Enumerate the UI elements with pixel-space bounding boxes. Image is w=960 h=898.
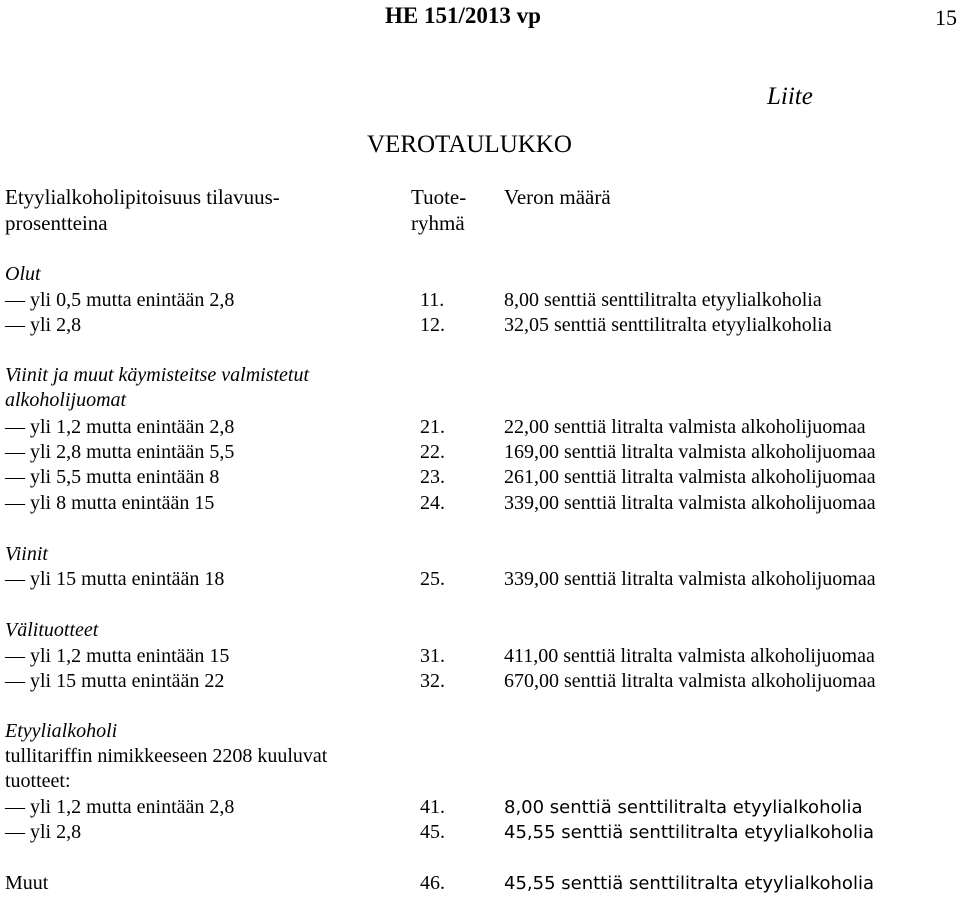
row-product-group: 23. bbox=[420, 466, 445, 488]
row-label: — yli 2,8 mutta enintään 5,5 bbox=[5, 441, 235, 463]
row-product-group: 21. bbox=[420, 416, 445, 438]
group-title: alkoholijuomat bbox=[5, 389, 127, 411]
page-number: 15 bbox=[935, 5, 957, 30]
row-label: — yli 1,2 mutta enintään 2,8 bbox=[5, 796, 235, 818]
row-label: — yli 8 mutta enintään 15 bbox=[5, 492, 215, 514]
row-product-group: 25. bbox=[420, 568, 445, 590]
row-rate: 8,00 senttiä senttilitralta etyylialkoholia bbox=[504, 289, 822, 311]
row-label: — yli 1,2 mutta enintään 2,8 bbox=[5, 416, 235, 438]
document-title: VEROTAULUKKO bbox=[367, 131, 572, 158]
row-rate: 45,55 senttiä senttilitralta etyylialkoholia bbox=[504, 822, 874, 843]
row-rate: 169,00 senttiä litralta valmista alkoholijuomaa bbox=[504, 441, 876, 463]
row-rate: 339,00 senttiä litralta valmista alkoholijuomaa bbox=[504, 492, 876, 514]
row-rate: 339,00 senttiä litralta valmista alkoholijuomaa bbox=[504, 568, 876, 590]
group-subtitle: tullitariffin nimikkeeseen 2208 kuuluvat bbox=[5, 745, 328, 767]
group-title: Etyylialkoholi bbox=[5, 720, 118, 742]
row-label: — yli 2,8 bbox=[5, 821, 82, 843]
row-rate: 45,55 senttiä senttilitralta etyylialkoholia bbox=[504, 873, 874, 894]
row-rate: 261,00 senttiä litralta valmista alkoholijuomaa bbox=[504, 466, 876, 488]
row-rate: 8,00 senttiä senttilitralta etyylialkoholia bbox=[504, 797, 863, 818]
row-rate: 22,00 senttiä litralta valmista alkoholijuomaa bbox=[504, 416, 866, 438]
column-header-line: ryhmä bbox=[411, 211, 465, 235]
column-header-tax-amount: Veron määrä bbox=[504, 185, 611, 209]
row-product-group: 45. bbox=[420, 821, 445, 843]
group-title: Olut bbox=[5, 263, 41, 285]
group-title: Välituotteet bbox=[5, 619, 99, 641]
group-subtitle: tuotteet: bbox=[5, 770, 71, 792]
row-product-group: 22. bbox=[420, 441, 445, 463]
row-rate: 411,00 senttiä litralta valmista alkoholijuomaa bbox=[504, 645, 875, 667]
row-label: — yli 0,5 mutta enintään 2,8 bbox=[5, 289, 235, 311]
row-product-group: 11. bbox=[420, 289, 445, 311]
row-product-group: 32. bbox=[420, 670, 445, 692]
row-label: — yli 15 mutta enintään 22 bbox=[5, 670, 225, 692]
appendix-label: Liite bbox=[767, 83, 813, 110]
row-label: — yli 1,2 mutta enintään 15 bbox=[5, 645, 230, 667]
row-label: — yli 5,5 mutta enintään 8 bbox=[5, 466, 220, 488]
group-title: Viinit ja muut käymisteitse valmistetut bbox=[5, 364, 310, 386]
column-header-line: prosentteina bbox=[5, 211, 108, 235]
document-header-title: HE 151/2013 vp bbox=[385, 3, 541, 28]
row-label: — yli 2,8 bbox=[5, 314, 82, 336]
column-header-line: Tuote- bbox=[411, 185, 467, 209]
group-title: Viinit bbox=[5, 543, 48, 565]
row-product-group: 24. bbox=[420, 492, 445, 514]
row-rate: 670,00 senttiä litralta valmista alkoholijuomaa bbox=[504, 670, 876, 692]
row-label: Muut bbox=[5, 872, 49, 894]
row-product-group: 31. bbox=[420, 645, 445, 667]
row-product-group: 41. bbox=[420, 796, 445, 818]
row-product-group: 12. bbox=[420, 314, 445, 336]
column-header-line: Etyylialkoholipitoisuus tilavuus- bbox=[5, 185, 280, 209]
row-label: — yli 15 mutta enintään 18 bbox=[5, 568, 225, 590]
row-product-group: 46. bbox=[420, 872, 445, 894]
row-rate: 32,05 senttiä senttilitralta etyylialkoholia bbox=[504, 314, 832, 336]
